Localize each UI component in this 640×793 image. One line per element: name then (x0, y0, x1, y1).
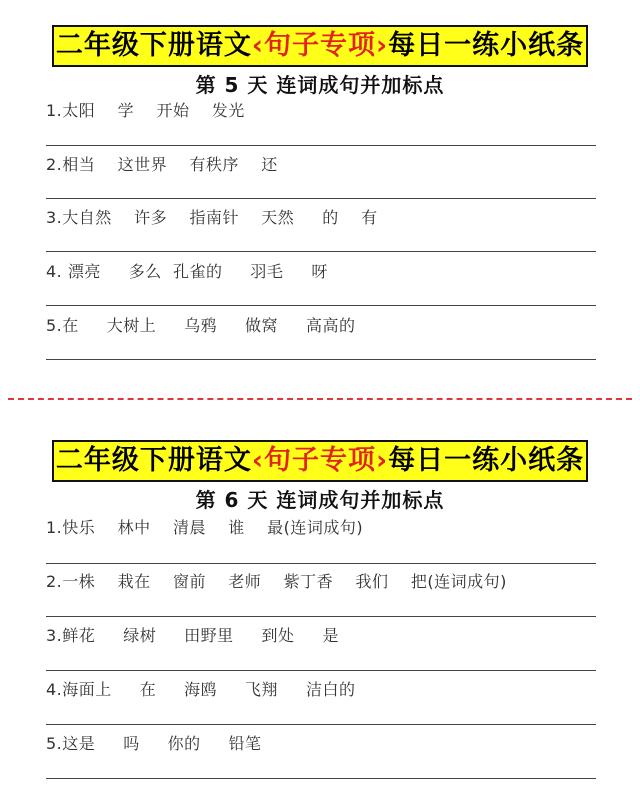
banner-daily-text: 每日一练小纸条 (388, 30, 585, 61)
question-text: 5.这是 吗 你的 铅笔 (46, 734, 262, 753)
question-text: 3.鲜花 绿树 田野里 到处 是 (46, 626, 339, 645)
banner-topic-text: ‹句子专项› (251, 30, 389, 61)
day-subtitle: 第 5 天 连词成句并加标点 (195, 73, 445, 97)
answer-line[interactable] (46, 145, 596, 146)
question-text: 4. 漂亮 多么 孔雀的 羽毛 呀 (46, 262, 328, 281)
worksheet-banner (52, 25, 588, 67)
answer-line[interactable] (46, 305, 596, 306)
banner-topic-text: ‹句子专项› (251, 445, 389, 476)
answer-line[interactable] (46, 198, 596, 199)
banner-daily-text: 每日一练小纸条 (388, 445, 585, 476)
banner-grade-text: 二年级下册语文 (55, 445, 252, 476)
cut-line-divider (8, 398, 632, 400)
answer-line[interactable] (46, 724, 596, 725)
answer-line[interactable] (46, 251, 596, 252)
question-text: 2.一株 栽在 窗前 老师 紫丁香 我们 把(连词成句) (46, 572, 507, 591)
question-text: 4.海面上 在 海鸥 飞翔 洁白的 (46, 680, 356, 699)
day-subtitle: 第 6 天 连词成句并加标点 (195, 488, 445, 512)
answer-line[interactable] (46, 359, 596, 360)
answer-line[interactable] (46, 563, 596, 564)
banner-grade-text: 二年级下册语文 (55, 30, 252, 61)
answer-line[interactable] (46, 778, 596, 779)
question-text: 3.大自然 许多 指南针 天然 的 有 (46, 208, 378, 227)
answer-line[interactable] (46, 670, 596, 671)
question-text: 1.太阳 学 开始 发光 (46, 101, 245, 120)
question-text: 5.在 大树上 乌鸦 做窝 高高的 (46, 316, 356, 335)
answer-line[interactable] (46, 616, 596, 617)
question-text: 1.快乐 林中 清晨 谁 最(连词成句) (46, 518, 364, 537)
question-text: 2.相当 这世界 有秩序 还 (46, 155, 278, 174)
worksheet-banner (52, 440, 588, 482)
